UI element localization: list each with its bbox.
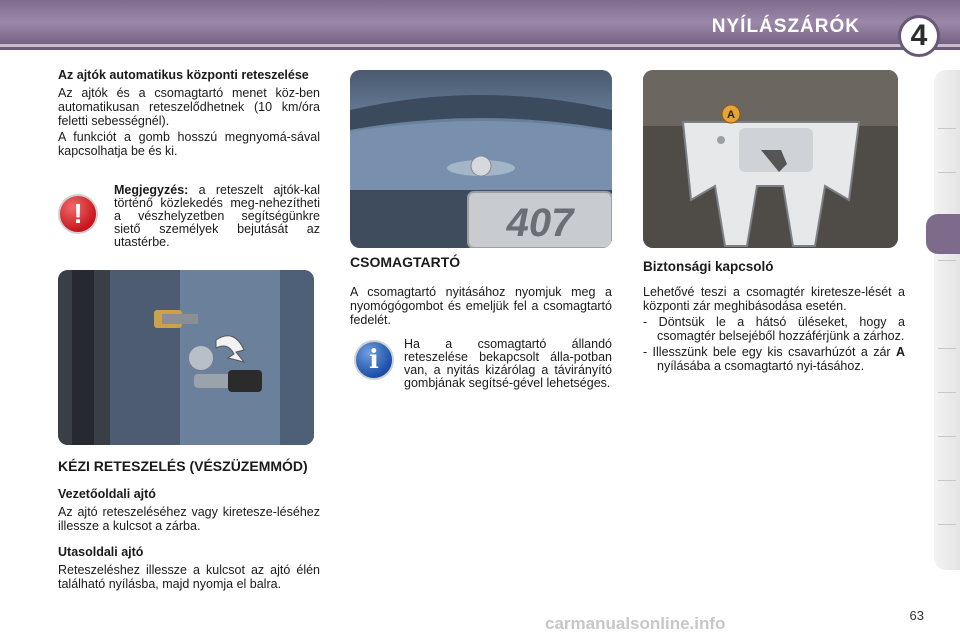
- central-locking-heading: Az ajtók automatikus központi reteszelése: [58, 68, 309, 82]
- warning-icon: !: [58, 194, 98, 234]
- watermark: carmanualsonline.info: [545, 614, 726, 633]
- safety-switch-section: [643, 258, 905, 373]
- tab-divider: [938, 480, 956, 481]
- chapter-number-badge: 4: [898, 15, 940, 57]
- safety-switch-heading: Biztonsági kapcsoló: [643, 259, 774, 274]
- header-divider: [0, 44, 960, 47]
- central-locking-text: Az ajtók és a csomagtartó menet köz-ben automatikusan reteszelődhetnek (10 km/óra feletti sebességnél).: [58, 86, 320, 128]
- info-note-text: Ha a csomagtartó állandó reteszelése bekapcsolt álla-potban van, a nyitás kizárólag a távirányító gombjának segítsé-gével lehetséges.: [404, 337, 612, 390]
- tab-divider: [938, 436, 956, 437]
- driver-door-heading: Vezetőoldali ajtó: [58, 487, 156, 501]
- step-2-callout: A: [895, 345, 905, 359]
- trunk-lock-illustration: [643, 70, 898, 248]
- step-2-suffix: nyílásába a csomagtartó nyi-tásához.: [657, 359, 865, 373]
- chapter-side-tabs: [934, 70, 960, 570]
- door-lock-photo: [58, 270, 314, 445]
- door-lock-illustration: [58, 270, 314, 445]
- tab-divider: [938, 392, 956, 393]
- driver-door-text: Az ajtó reteszeléséhez vagy kiretesze-léséhez illessze a kulcsot a zárba.: [58, 505, 320, 533]
- tab-divider: [938, 524, 956, 525]
- model-badge: 407: [506, 201, 574, 245]
- lock-callout-label: A: [727, 109, 735, 121]
- trunk-text: A csomagtartó nyitásához nyomjuk meg a nyomógógombot és emeljük fel a csomagtartó fedelét.: [350, 285, 612, 327]
- step-2-prefix: - Illesszünk bele egy kis csavarhúzót a zár: [643, 345, 896, 359]
- note-label: Megjegyzés:: [114, 183, 189, 197]
- warning-note-text: [114, 184, 320, 249]
- chapter-title: NYÍLÁSZÁRÓK: [711, 16, 860, 37]
- manual-locking-heading: KÉZI RETESZELÉS (VÉSZÜZEMMÓD): [58, 458, 308, 474]
- passenger-door-heading: Utasoldali ajtó: [58, 545, 144, 559]
- trunk-illustration: [350, 70, 612, 248]
- chapter-header: [0, 0, 960, 50]
- trunk-heading: CSOMAGTARTÓ: [350, 254, 461, 270]
- tab-divider: [938, 172, 956, 173]
- tab-divider: [938, 128, 956, 129]
- info-icon: i: [354, 340, 394, 380]
- active-chapter-tab[interactable]: [926, 214, 960, 254]
- central-locking-toggle-text: A funkciót a gomb hosszú megnyomá-sával kapcsolhatja be és ki.: [58, 130, 320, 158]
- central-locking-section: [58, 68, 320, 158]
- page-number: 63: [909, 608, 924, 623]
- tab-divider: [938, 348, 956, 349]
- note-body: a reteszelt ajtók-kal történő közlekedés meg-nehezítheti a vészhelyzetben segítségünkre siető személyek bejutását az utastérbe.: [114, 183, 320, 249]
- trunk-photo: [350, 70, 612, 248]
- trunk-section: [350, 254, 612, 327]
- passenger-door-text: Reteszeléshez illessze a kulcsot az ajtó élén található nyílásba, majd nyomja el balra.: [58, 563, 320, 591]
- safety-step-2: [643, 345, 905, 373]
- trunk-lock-photo: [643, 70, 898, 248]
- safety-switch-text: Lehetővé teszi a csomagtér kiretesze-lését a központi zár meghibásodása esetén.: [643, 285, 905, 313]
- manual-locking-section: [58, 458, 320, 591]
- tab-divider: [938, 260, 956, 261]
- safety-step-1: - Döntsük le a hátsó üléseket, hogy a csomagtér belsejéből hozzáférjünk a zárhoz.: [643, 315, 905, 343]
